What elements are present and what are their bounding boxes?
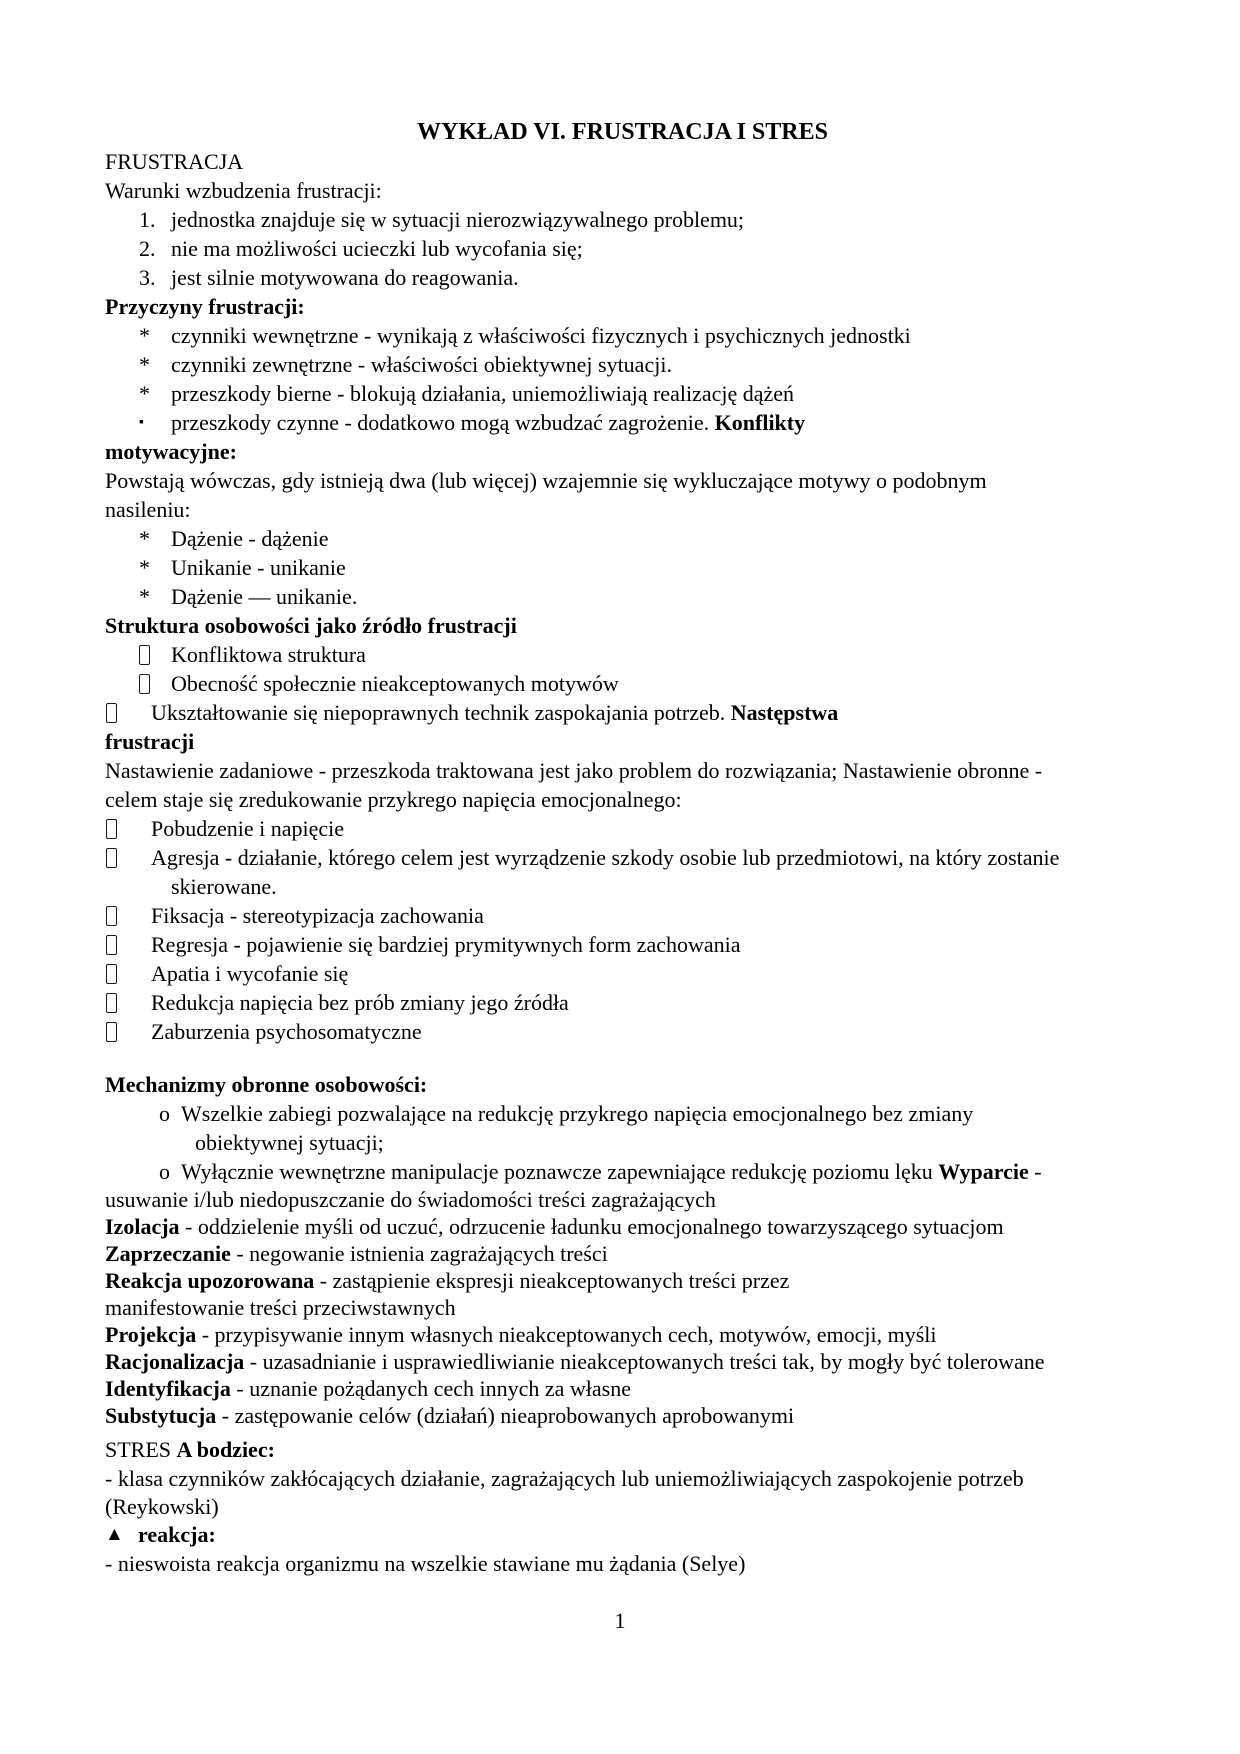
text-segment: (Reykowski) — [105, 1494, 219, 1519]
text-line — [105, 1213, 1140, 1240]
text-segment: Konfliktowa struktura — [171, 642, 366, 667]
text-segment: Zaburzenia psychosomatyczne — [151, 1019, 422, 1044]
page-title — [105, 118, 1140, 147]
bullet-missing-glyph-icon — [106, 843, 117, 872]
text-segment: - zastąpienie ekspresji nieakceptowanych treści przez — [314, 1268, 790, 1293]
text-line — [105, 234, 1140, 263]
text-line — [105, 814, 1140, 843]
text-segment: Izolacja — [105, 1214, 180, 1239]
text-segment: Apatia i wycofanie się — [151, 961, 349, 986]
text-line — [105, 1464, 1140, 1493]
list-number: 3. — [139, 265, 156, 290]
text-segment: celem staje się zredukowanie przykrego napięcia emocjonalnego: — [105, 787, 682, 812]
text-line — [105, 350, 1140, 379]
text-line — [105, 1186, 1140, 1213]
text-segment: reakcja: — [138, 1522, 216, 1547]
missing-glyph-box — [106, 1022, 117, 1042]
text-segment: Dążenie - dążenie — [171, 526, 329, 551]
text-line — [105, 1549, 1140, 1578]
text-line — [105, 901, 1140, 930]
text-segment: Substytucja — [105, 1403, 217, 1428]
bullet-missing-glyph-icon — [106, 930, 117, 959]
missing-glyph-box — [139, 645, 150, 665]
text-line — [105, 785, 1140, 814]
text-segment: Konflikty — [714, 410, 806, 435]
text-segment: Identyfikacja — [105, 1376, 231, 1401]
bullet-missing-glyph-icon — [139, 640, 150, 669]
missing-glyph-box — [106, 703, 117, 723]
text-segment: Zaprzeczanie — [105, 1241, 231, 1266]
text-line — [105, 1402, 1140, 1429]
text-line — [105, 1375, 1140, 1402]
text-line — [105, 698, 1140, 727]
text-segment: czynniki wewnętrzne - wynikają z właściwości fizycznych i psychicznych jednostki — [171, 323, 911, 348]
text-segment: Warunki wzbudzenia frustracji: — [105, 178, 382, 203]
text-line — [105, 1493, 1140, 1520]
text-line — [105, 466, 1140, 495]
page-number: 1 — [614, 1608, 626, 1633]
text-segment: Dążenie — unikanie. — [171, 584, 358, 609]
text-line — [105, 147, 1140, 176]
text-segment: skierowane. — [171, 874, 277, 899]
bullet-missing-glyph-icon — [106, 814, 117, 843]
text-segment: WYKŁAD VI. FRUSTRACJA I STRES — [417, 119, 828, 145]
text-line — [105, 1294, 1140, 1321]
text-line — [105, 1128, 1140, 1157]
text-line — [105, 379, 1140, 408]
text-segment: Mechanizmy obronne osobowości: — [105, 1072, 428, 1097]
text-segment: - uznanie pożądanych cech innych za własne — [230, 1376, 631, 1401]
missing-glyph-box — [139, 674, 150, 694]
bullet-missing-glyph-icon — [106, 698, 117, 727]
list-number: 1. — [139, 207, 156, 232]
text-line — [105, 437, 1140, 466]
bullet-asterisk-icon: * — [139, 526, 150, 551]
text-line — [105, 640, 1140, 669]
text-segment: Wszelkie zabiegi pozwalające na redukcję przykrego napięcia emocjonalnego bez zmiany — [181, 1101, 974, 1126]
text-line — [105, 611, 1140, 640]
bullet-missing-glyph-icon — [106, 1017, 117, 1046]
text-segment: Przyczyny frustracji: — [105, 294, 305, 319]
text-segment: motywacyjne: — [105, 439, 237, 464]
text-segment: A bodziec: — [176, 1437, 275, 1462]
text-line — [105, 321, 1140, 350]
text-line — [105, 292, 1140, 321]
bullet-asterisk-icon: * — [139, 381, 150, 406]
bullet-circle-icon: o — [159, 1159, 170, 1184]
text-segment: - klasa czynników zakłócających działanie, zagrażających lub uniemożliwiających zaspokojenie potrzeb — [105, 1466, 1024, 1491]
text-segment: - uzasadnianie i usprawiedliwianie nieakceptowanych treści tak, by mogły być tolerowane — [244, 1349, 1045, 1374]
bullet-asterisk-icon: * — [139, 555, 150, 580]
text-segment: Wyłącznie wewnętrzne manipulacje poznawcze zapewniające redukcję poziomu lęku — [181, 1159, 939, 1184]
text-segment: przeszkody bierne - blokują działania, uniemożliwiają realizację dążeń — [171, 381, 795, 406]
text-line — [105, 1267, 1140, 1294]
bullet-asterisk-icon: * — [139, 584, 150, 609]
text-line — [105, 727, 1140, 756]
missing-glyph-box — [106, 993, 117, 1013]
document-body — [105, 118, 1140, 1578]
text-line — [105, 1435, 1140, 1464]
text-segment: Unikanie - unikanie — [171, 555, 346, 580]
text-line — [105, 930, 1140, 959]
text-segment: - — [1028, 1159, 1042, 1184]
text-segment: nie ma możliwości ucieczki lub wycofania się; — [171, 236, 583, 261]
bullet-missing-glyph-icon — [106, 901, 117, 930]
missing-glyph-box — [106, 819, 117, 839]
text-segment: Następstwa — [730, 700, 839, 725]
missing-glyph-box — [106, 848, 117, 868]
text-segment: obiektywnej sytuacji; — [195, 1130, 384, 1155]
text-segment: frustracji — [105, 729, 195, 754]
text-line — [105, 263, 1140, 292]
bullet-missing-glyph-icon — [106, 959, 117, 988]
text-line — [105, 872, 1140, 901]
text-line — [105, 1070, 1140, 1099]
text-segment: Fiksacja - stereotypizacja zachowania — [151, 903, 484, 928]
bullet-circle-icon: o — [159, 1101, 170, 1126]
text-segment: Obecność społecznie nieakceptowanych motywów — [171, 671, 619, 696]
text-line — [105, 1099, 1140, 1128]
text-segment: Powstają wówczas, gdy istnieją dwa (lub więcej) wzajemnie się wykluczające motywy o podobnym — [105, 468, 987, 493]
bullet-asterisk-icon: * — [139, 323, 150, 348]
text-segment: Pobudzenie i napięcie — [151, 816, 345, 841]
text-line — [105, 176, 1140, 205]
text-segment: Reakcja upozorowana — [105, 1268, 315, 1293]
triangle-icon: ▲ — [105, 1524, 124, 1545]
text-segment: jest silnie motywowana do reagowania. — [171, 265, 519, 290]
text-line — [105, 756, 1140, 785]
text-segment: - zastępowanie celów (działań) nieaprobowanych aprobowanymi — [216, 1403, 795, 1428]
text-segment: usuwanie i/lub niedopuszczanie do świadomości treści zagrażających — [105, 1187, 716, 1212]
bullet-asterisk-icon: * — [139, 352, 150, 377]
text-segment: manifestowanie treści przeciwstawnych — [105, 1295, 456, 1320]
text-segment: Nastawienie zadaniowe - przeszkoda traktowana jest jako problem do rozwiązania; Nastawienie obronne - — [105, 758, 1043, 783]
text-line — [105, 1157, 1140, 1186]
text-segment: Agresja - działanie, którego celem jest wyrządzenie szkody osobie lub przedmiotowi, na który zostanie — [151, 845, 1060, 870]
text-segment: Redukcja napięcia bez prób zmiany jego źródła — [151, 990, 569, 1015]
text-segment: - oddzielenie myśli od uczuć, odrzucenie ładunku emocjonalnego towarzyszącego sytuacjom — [179, 1214, 1004, 1239]
text-segment: FRUSTRACJA — [105, 149, 244, 174]
text-line — [105, 553, 1140, 582]
text-segment: jednostka znajduje się w sytuacji nierozwiązywalnego problemu; — [171, 207, 745, 232]
missing-glyph-box — [106, 935, 117, 955]
text-segment: Struktura osobowości jako źródło frustracji — [105, 613, 517, 638]
text-line — [105, 1348, 1140, 1375]
bullet-missing-glyph-icon — [139, 669, 150, 698]
text-line — [105, 843, 1140, 872]
text-line — [105, 524, 1140, 553]
text-line — [105, 669, 1140, 698]
text-segment: Wyparcie — [938, 1159, 1029, 1184]
text-line — [105, 988, 1140, 1017]
bullet-square-icon: ▪ — [139, 415, 144, 430]
text-segment: - przypisywanie innym własnych nieakceptowanych cech, motywów, emocji, myśli — [196, 1322, 937, 1347]
text-segment: przeszkody czynne - dodatkowo mogą wzbudzać zagrożenie. — [171, 410, 715, 435]
text-segment: Regresja - pojawienie się bardziej prymitywnych form zachowania — [151, 932, 741, 957]
text-segment: nasileniu: — [105, 497, 191, 522]
text-line — [105, 1240, 1140, 1267]
text-line — [105, 1017, 1140, 1046]
list-number: 2. — [139, 236, 156, 261]
missing-glyph-box — [106, 906, 117, 926]
text-segment: czynniki zewnętrzne - właściwości obiektywnej sytuacji. — [171, 352, 672, 377]
text-segment: STRES — [105, 1437, 177, 1462]
text-line — [105, 205, 1140, 234]
text-segment: Projekcja — [105, 1322, 197, 1347]
text-segment: Racjonalizacja — [105, 1349, 245, 1374]
missing-glyph-box — [106, 964, 117, 984]
text-segment: Ukształtowanie się niepoprawnych technik zaspokajania potrzeb. — [151, 700, 731, 725]
text-segment: - nieswoista reakcja organizmu na wszelkie stawiane mu żądania (Selye) — [105, 1551, 746, 1576]
text-line — [105, 1321, 1140, 1348]
text-line — [105, 959, 1140, 988]
text-line — [105, 582, 1140, 611]
text-line — [105, 1520, 1140, 1549]
text-line — [105, 408, 1140, 437]
text-line — [105, 495, 1140, 524]
bullet-missing-glyph-icon — [106, 988, 117, 1017]
text-segment: - negowanie istnienia zagrażających treści — [230, 1241, 608, 1266]
